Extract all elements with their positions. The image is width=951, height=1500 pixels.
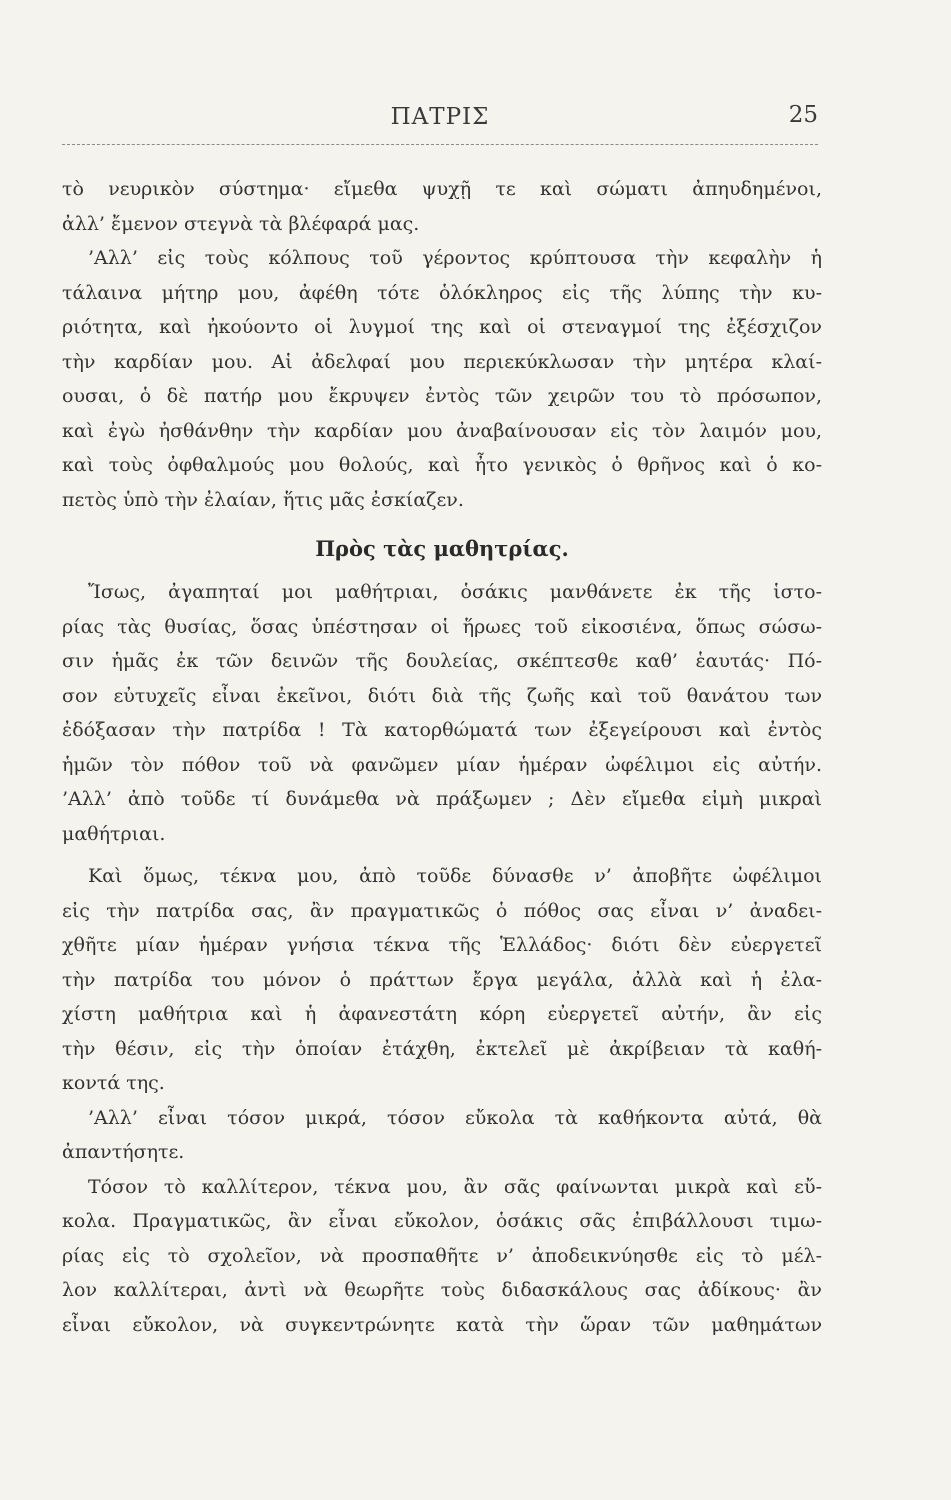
- text-line: ’Αλλ’ ἀπὸ τοῦδε τί δυνάμεθα νὰ πράξωμεν ; Δὲν εἴμεθα εἰμὴ μικραὶ: [62, 788, 822, 810]
- text-line: ἡμῶν τὸν πόθον τοῦ νὰ φανῶμεν μίαν ἡμέραν ὠφέλιμοι εἰς αὐτήν.: [62, 753, 822, 776]
- text-line: χίστη μαθήτρια καὶ ἡ ἀφανεστάτη κόρη εὐεργετεῖ αὐτήν, ἂν εἰς: [62, 1003, 822, 1025]
- text-line: καὶ τοὺς ὀφθαλμούς μου θολούς, καὶ ἦτο γενικὸς ὁ θρῆνος καὶ ὁ κο-: [62, 454, 822, 476]
- text-line: πετὸς ὑπὸ τὴν ἐλαίαν, ἥτις μᾶς ἐσκίαζεν.: [62, 488, 464, 511]
- text-line: κολα. Πραγματικῶς, ἂν εἶναι εὔκολον, ὁσάκις σᾶς ἐπιβάλλουσι τιμω-: [62, 1210, 822, 1232]
- text-line: τὴν θέσιν, εἰς τὴν ὁποίαν ἐτάχθη, ἐκτελεῖ μὲ ἀκρίβειαν τὰ καθή-: [62, 1037, 822, 1060]
- text-line: χθῆτε μίαν ἡμέραν γνήσια τέκνα τῆς Ἑλλάδος· διότι δὲν εὐεργετεῖ: [62, 934, 822, 956]
- text-line: τὴν καρδίαν μου. Αἱ ἀδελφαί μου περιεκύκλωσαν τὴν μητέρα κλαί-: [62, 350, 822, 373]
- text-line: τὸ νευρικὸν σύστημα· εἴμεθα ψυχῇ τε καὶ σώματι ἀπηυδημένοι,: [62, 178, 822, 200]
- text-line: εἶναι εὔκολον, νὰ συγκεντρώνητε κατὰ τὴν ὥραν τῶν μαθημάτων: [62, 1313, 822, 1336]
- body-text: [62, 172, 822, 1342]
- text-line: κοντά της.: [62, 1072, 165, 1094]
- text-line: ρίας εἰς τὸ σχολεῖον, νὰ προσπαθῆτε ν’ ἀποδεικνύησθε εἰς τὸ μέλ-: [62, 1244, 822, 1267]
- text-line: Τόσον τὸ καλλίτερον, τέκνα μου, ἂν σᾶς φαίνωνται μικρὰ καὶ εὔ-: [88, 1175, 822, 1198]
- text-line: τάλαινα μήτηρ μου, ἀφέθη τότε ὁλόκληρος εἰς τῆς λύπης τὴν κυ-: [62, 281, 822, 304]
- running-title: ΠΑΤΡΙΣ: [390, 104, 490, 130]
- text-line: ριότητα, καὶ ἠκούοντο οἱ λυγμοί της καὶ οἱ στεναγμοί της ἐξέσχιζον: [62, 316, 822, 338]
- header-rule: [62, 144, 818, 145]
- paragraph: [62, 1101, 822, 1170]
- text-line: ’Αλλ’ εἶναι τόσον μικρά, τόσον εὔκολα τὰ καθήκοντα αὐτά, θὰ: [88, 1106, 822, 1129]
- text-line: σον εὐτυχεῖς εἶναι ἐκεῖνοι, διότι διὰ τῆς ζωῆς καὶ τοῦ θανάτου των: [62, 684, 822, 707]
- text-line: ἀπαντήσητε.: [62, 1141, 185, 1163]
- text-line: λον καλλίτεραι, ἀντὶ νὰ θεωρῆτε τοὺς διδασκάλους σας ἀδίκους· ἂν: [62, 1279, 822, 1301]
- text-line: ουσαι, ὁ δὲ πατήρ μου ἔκρυψεν ἐντὸς τῶν χειρῶν του τὸ πρόσωπον,: [62, 385, 822, 407]
- text-line: ἐδόξασαν τὴν πατρίδα ! Τὰ κατορθώματά των ἐξεγείρουσι καὶ ἐντὸς: [62, 719, 822, 741]
- text-line: ἀλλ’ ἔμενον στεγνὰ τὰ βλέφαρά μας.: [62, 212, 420, 235]
- text-line: ’Αλλ’ εἰς τοὺς κόλπους τοῦ γέροντος κρύπτουσα τὴν κεφαλὴν ἡ: [88, 247, 822, 269]
- paragraph: [62, 859, 822, 1101]
- paragraph: [62, 1170, 822, 1343]
- page-header: [62, 100, 818, 148]
- text-line: καὶ ἐγὼ ἠσθάνθην τὴν καρδίαν μου ἀναβαίνουσαν εἰς τὸν λαιμόν μου,: [62, 419, 822, 442]
- page-number: 25: [788, 102, 818, 128]
- text-line: τὴν πατρίδα του μόνον ὁ πράττων ἔργα μεγάλα, ἀλλὰ καὶ ἡ ἐλα-: [62, 968, 822, 991]
- text-line: εἰς τὴν πατρίδα σας, ἂν πραγματικῶς ὁ πόθος σας εἶναι ν’ ἀναδει-: [62, 899, 822, 922]
- text-line: Καὶ ὅμως, τέκνα μου, ἀπὸ τοῦδε δύνασθε ν’ ἀποβῆτε ὠφέλιμοι: [88, 865, 822, 887]
- paragraph: [62, 575, 822, 851]
- text-line: μαθήτριαι.: [62, 822, 166, 845]
- paragraph-gap: [62, 851, 822, 859]
- text-line: σιν ἡμᾶς ἐκ τῶν δεινῶν τῆς δουλείας, σκέπτεσθε καθ’ ἑαυτάς· Πό-: [62, 650, 822, 672]
- text-line: Ἴσως, ἀγαπηταί μοι μαθήτριαι, ὁσάκις μανθάνετε ἐκ τῆς ἱστο-: [88, 581, 822, 603]
- section-heading: Πρὸς τὰς μαθητρίας.: [315, 536, 569, 561]
- text-line: ρίας τὰς θυσίας, ὅσας ὑπέστησαν οἱ ἥρωες τοῦ εἰκοσιένα, ὅπως σώσω-: [62, 615, 822, 638]
- intro-paragraph: [62, 172, 822, 517]
